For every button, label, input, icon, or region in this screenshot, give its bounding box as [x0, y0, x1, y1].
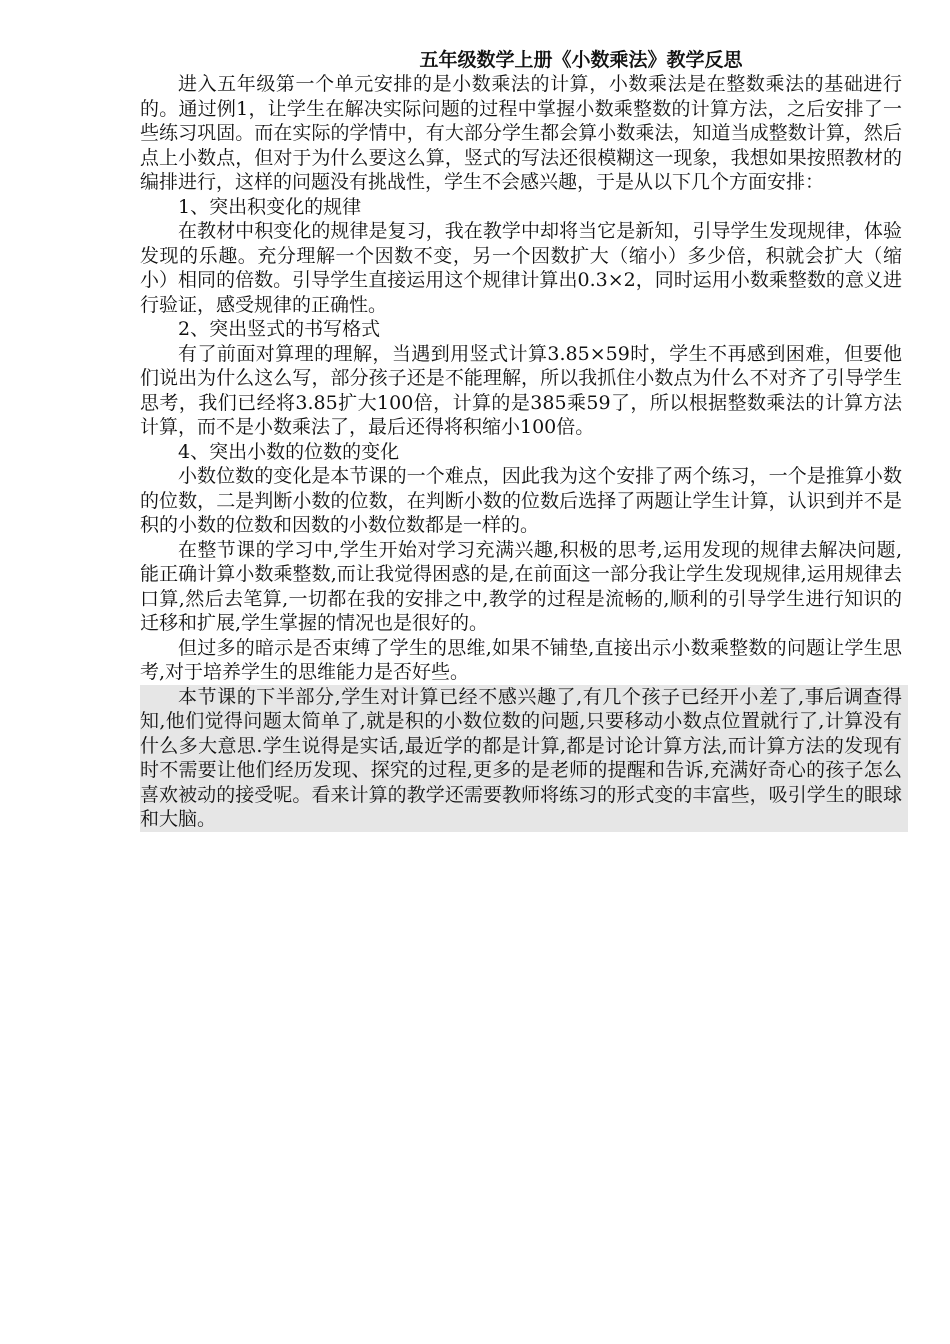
document-title: 五年级数学上册《小数乘法》教学反思 [419, 49, 743, 71]
section-heading-2: 2、突出竖式的书写格式 [178, 318, 381, 340]
section-body-4: 小数位数的变化是本节课的一个难点，因此我为这个安排了两个练习，一个是推算小数的位数，二是判断小数的位数，在判断小数的位数后选择了两题让学生计算，认识到并不是积的小数的位数和因数的小数位数都是一样的。 [140, 465, 902, 536]
highlighted-reflection-paragraph: 本节课的下半部分,学生对计算已经不感兴趣了,有几个孩子已经开小差了,事后调查得知,他们觉得问题太简单了,就是积的小数位数的问题,只要移动小数点位置就行了,计算没有什么多大意思.学生说得是实话,最近学的都是计算,都是讨论计算方法,而计算方法的发现有时不需要让他们经历发现、探究的过程,更多的是老师的提醒和告诉,充满好奇心的孩子怎么喜欢被动的接受呢。看来计算的教学还需要教师将练习的形式变的丰富些，吸引学生的眼球和大脑。 [140, 685, 908, 832]
document-page [140, 48, 902, 832]
section-heading-1: 1、突出积变化的规律 [178, 195, 362, 218]
intro-paragraph: 进入五年级第一个单元安排的是小数乘法的计算，小数乘法是在整数乘法的基础进行的。通过例1，让学生在解决实际问题的过程中掌握小数乘整数的计算方法，之后安排了一些练习巩固。而在实际的学情中，有大部分学生都会算小数乘法，知道当成整数计算，然后点上小数点，但对于为什么要这么算，竖式的写法还很模糊这一现象，我想如果按照教材的编排进行，这样的问题没有挑战性，学生不会感兴趣，于是从以下几个方面安排： [140, 73, 902, 193]
section-body-1: 在教材中积变化的规律是复习，我在教学中却将当它是新知，引导学生发现规律，体验发现的乐趣。充分理解一个因数不变，另一个因数扩大（缩小）多少倍，积就会扩大（缩小）相同的倍数。引导学生直接运用这个规律计算出0.3×2，同时运用小数乘整数的意义进行验证，感受规律的正确性。 [140, 220, 902, 316]
section-body-2: 有了前面对算理的理解，当遇到用竖式计算3.85×59时，学生不再感到困难，但要他们说出为什么这么写，部分孩子还是不能理解，所以我抓住小数点为什么不对齐了引导学生思考，我们已经将3.85扩大100倍，计算的是385乘59了，所以根据整数乘法的计算方法计算，而不是小数乘法了，最后还得将积缩小100倍。 [140, 342, 902, 438]
reflection-paragraph-2: 但过多的暗示是否束缚了学生的思维,如果不铺垫,直接出示小数乘整数的问题让学生思考,对于培养学生的思维能力是否好些。 [140, 636, 902, 683]
reflection-paragraph-1: 在整节课的学习中,学生开始对学习充满兴趣,积极的思考,运用发现的规律去解决问题,能正确计算小数乘整数,而让我觉得困惑的是,在前面这一部分我让学生发现规律,运用规律去口算,然后去笔算,一切都在我的安排之中,教学的过程是流畅的,顺利的引导学生进行知识的迁移和扩展,学生掌握的情况也是很好的。 [140, 538, 902, 634]
section-heading-4: 4、突出小数的位数的变化 [178, 440, 400, 463]
